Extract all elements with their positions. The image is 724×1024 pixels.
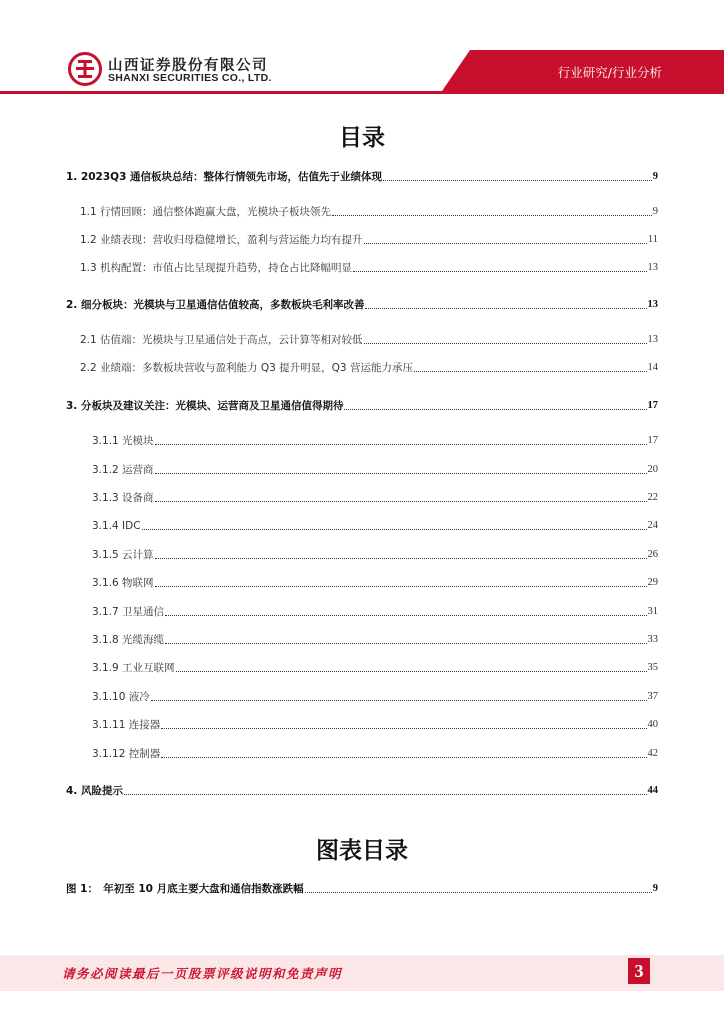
toc-entry-1-1[interactable] [80, 201, 658, 219]
toc-entry-page: 20 [647, 464, 658, 475]
toc-title: 目录 [339, 125, 385, 151]
toc-entry-label: 1.2 业绩表现：营收归母稳健增长，盈利与营运能力均有提升 [80, 234, 363, 246]
disclaimer-notice: 请务必阅读最后一页股票评级说明和免责声明 [62, 966, 343, 981]
toc-entry-label: 3.1.7 卫星通信 [92, 606, 165, 618]
toc-entry-page: 9 [652, 206, 658, 217]
figure-entry-label: 图 1： 年初至 10 月底主要大盘和通信指数涨跌幅 [66, 883, 304, 895]
toc-entry-page: 26 [647, 549, 658, 560]
toc-entry-3-1-6[interactable] [92, 572, 658, 590]
report-category: 行业研究/行业分析 [557, 65, 662, 80]
toc-entry-label: 1. 2023Q3 通信板块总结：整体行情领先市场，估值先于业绩体现 [66, 171, 383, 183]
toc-entry-label: 2. 细分板块：光模块与卫星通信估值较高，多数板块毛利率改善 [66, 299, 365, 311]
figure-entry-page: 9 [652, 883, 658, 894]
toc-entry-label: 3.1.9 工业互联网 [92, 662, 175, 674]
toc-leader [305, 892, 652, 893]
toc-entry-1[interactable] [66, 166, 658, 184]
company-name-cn: 山西证券股份有限公司 [108, 58, 268, 74]
toc-entry-page: 13 [647, 334, 658, 345]
toc-leader [383, 180, 652, 181]
toc-entry-3-1-3[interactable] [92, 487, 658, 505]
toc-entry-label: 3.1.3 设备商 [92, 492, 154, 504]
toc-leader [165, 615, 646, 616]
toc-entry-label: 3.1.10 液冷 [92, 691, 150, 703]
toc-entry-label: 3.1.2 运营商 [92, 464, 154, 476]
toc-entry-3-1-4[interactable] [92, 515, 658, 533]
toc-leader [142, 529, 647, 530]
toc-entry-label: 1.1 行情回顾：通信整体跑赢大盘，光模块子板块领先 [80, 206, 332, 218]
toc-entry-1-2[interactable] [80, 229, 658, 247]
toc-entry-page: 35 [647, 662, 658, 673]
toc-leader [364, 343, 647, 344]
toc-entry-page: 22 [647, 492, 658, 503]
toc-entry-page: 37 [647, 691, 658, 702]
toc-leader [332, 215, 652, 216]
page-header [0, 0, 724, 100]
toc-entry-1-3[interactable] [80, 257, 658, 275]
toc-entry-page: 17 [647, 400, 658, 411]
figure-entry-1[interactable] [66, 878, 658, 896]
toc-entry-2-2[interactable] [80, 357, 658, 375]
toc-entry-page: 44 [647, 785, 658, 796]
toc-leader [151, 700, 647, 701]
toc-entry-label: 3.1.5 云计算 [92, 549, 154, 561]
toc-entry-label: 1.3 机构配置：市值占比呈现提升趋势，持仓占比降幅明显 [80, 262, 353, 274]
toc-entry-4[interactable] [66, 780, 658, 798]
toc-entry-3-1-5[interactable] [92, 544, 658, 562]
toc-entry-page: 40 [647, 719, 658, 730]
toc-entry-3-1-10[interactable] [92, 686, 658, 704]
toc-entry-label: 3.1.1 光模块 [92, 435, 154, 447]
toc-entry-page: 11 [647, 234, 658, 245]
toc-leader [161, 757, 646, 758]
toc-entry-3-1-1[interactable] [92, 430, 658, 448]
toc-entry-label: 3. 分板块及建议关注：光模块、运营商及卫星通信值得期待 [66, 400, 344, 412]
toc-entry-3-1-9[interactable] [92, 657, 658, 675]
toc-leader [155, 558, 647, 559]
toc-entry-label: 2.1 估值端：光模块与卫星通信处于高点，云计算等相对较低 [80, 334, 363, 346]
toc-leader [176, 671, 647, 672]
toc-entry-page: 42 [647, 748, 658, 759]
toc-entry-3-1-7[interactable] [92, 601, 658, 619]
toc-entry-3-1-2[interactable] [92, 459, 658, 477]
toc-leader [155, 444, 647, 445]
toc-entry-3-1-8[interactable] [92, 629, 658, 647]
toc-entry-page: 17 [647, 435, 658, 446]
page-number: 3 [628, 958, 650, 984]
toc-leader [155, 473, 647, 474]
toc-entry-2[interactable] [66, 294, 658, 312]
toc-leader [353, 271, 646, 272]
company-logo-icon [68, 52, 102, 86]
toc-leader [365, 308, 646, 309]
toc-leader [155, 501, 647, 502]
toc-entry-label: 3.1.4 IDC [92, 520, 141, 532]
toc-entry-label: 3.1.12 控制器 [92, 748, 161, 760]
toc-entry-label: 4. 风险提示 [66, 785, 123, 797]
toc-entry-page: 31 [647, 606, 658, 617]
toc-entry-page: 33 [647, 634, 658, 645]
toc-leader [124, 794, 647, 795]
toc-entry-page: 9 [652, 171, 658, 182]
toc-leader [344, 409, 646, 410]
toc-leader [165, 643, 646, 644]
toc-entry-label: 3.1.6 物联网 [92, 577, 154, 589]
toc-entry-page: 29 [647, 577, 658, 588]
toc-entry-2-1[interactable] [80, 329, 658, 347]
toc-entry-page: 24 [647, 520, 658, 531]
toc-entry-page: 14 [647, 362, 658, 373]
company-name-en: SHANXI SECURITIES CO., LTD. [108, 72, 272, 84]
figure-list-title: 图表目录 [316, 838, 408, 864]
toc-entry-label: 3.1.11 连接器 [92, 719, 161, 731]
toc-entry-label: 2.2 业绩端：多数板块营收与盈利能力 Q3 提升明显，Q3 营运能力承压 [80, 362, 413, 374]
toc-entry-label: 3.1.8 光缆海缆 [92, 634, 165, 646]
toc-leader [155, 586, 647, 587]
toc-entry-page: 13 [647, 299, 658, 310]
toc-entry-page: 13 [647, 262, 658, 273]
toc-entry-3[interactable] [66, 395, 658, 413]
toc-leader [161, 728, 646, 729]
toc-leader [414, 371, 647, 372]
toc-leader [364, 243, 647, 244]
toc-entry-3-1-12[interactable] [92, 743, 658, 761]
toc-entry-3-1-11[interactable] [92, 714, 658, 732]
